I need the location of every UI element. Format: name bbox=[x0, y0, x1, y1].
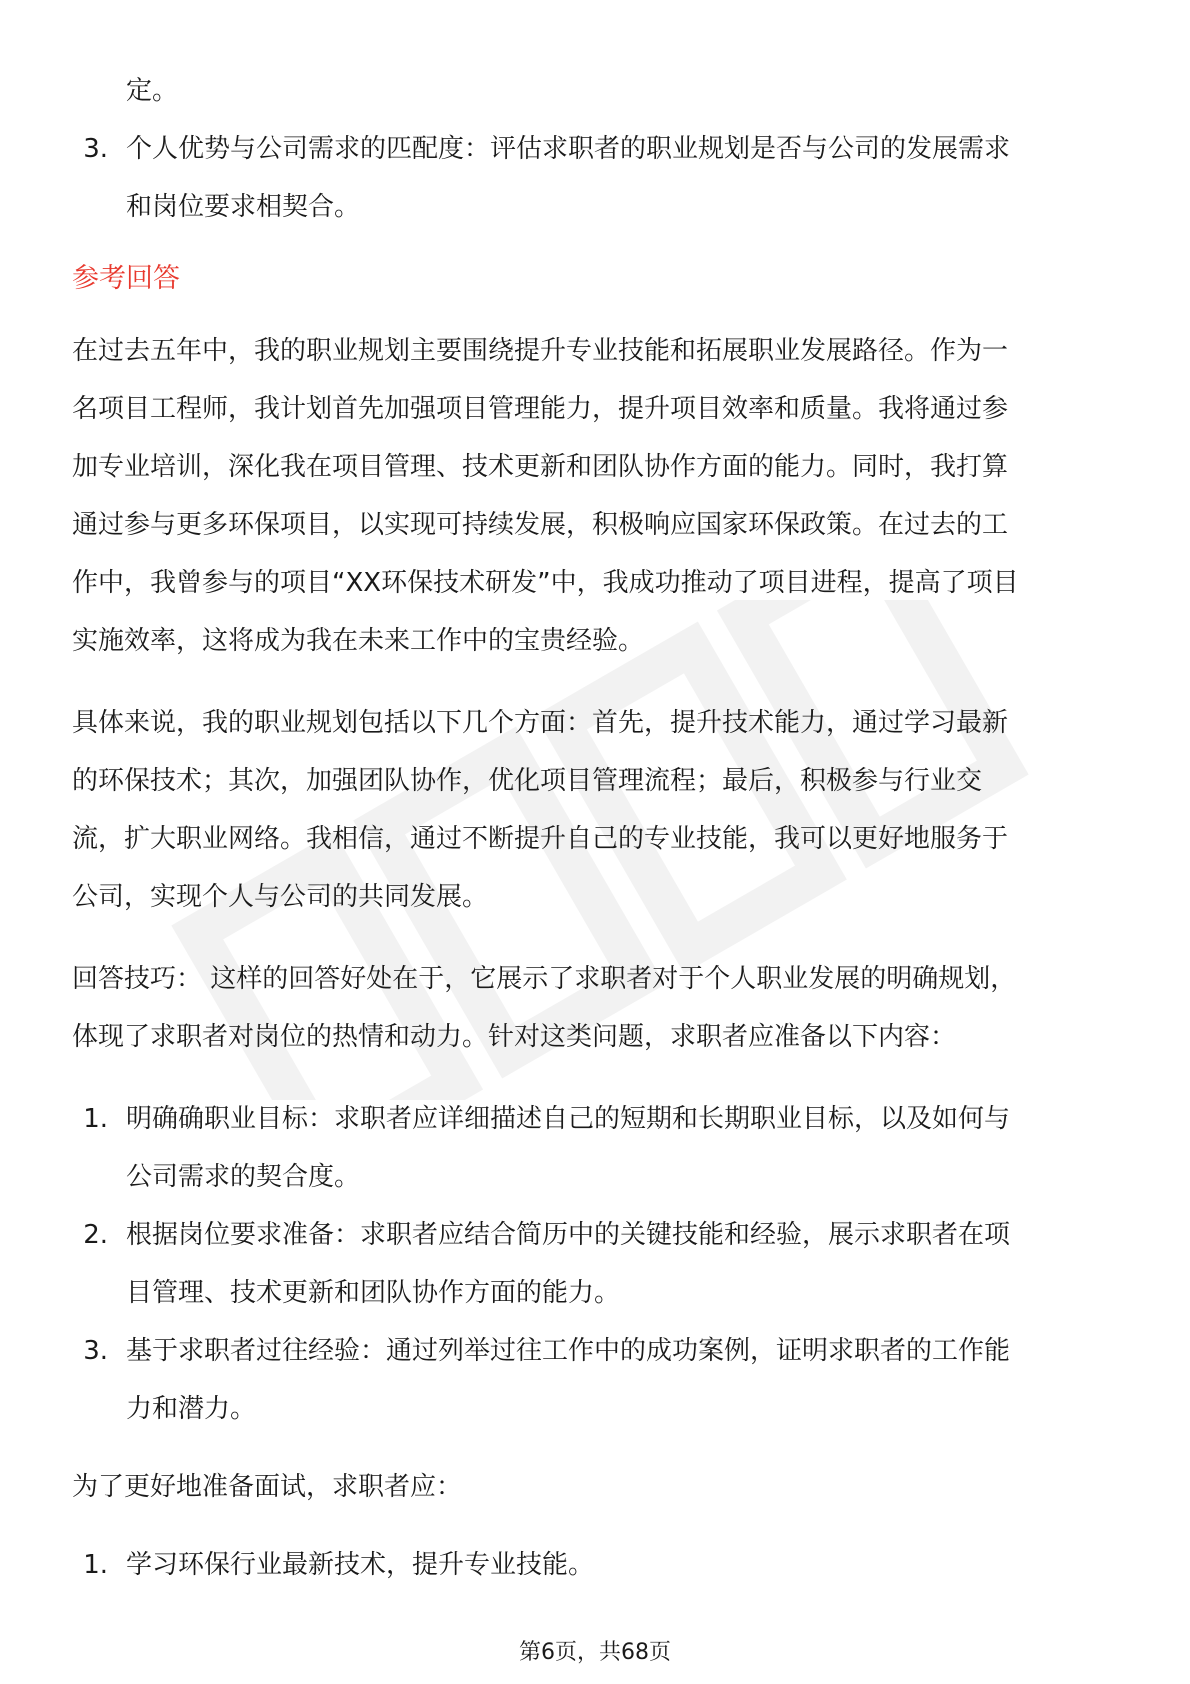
list-item bbox=[72, 1322, 1112, 1380]
list-item-continuation: 定。 bbox=[126, 76, 179, 106]
paragraph-line: 实施效率，这将成为我在未来工作中的宝贵经验。 bbox=[72, 626, 645, 656]
list-number: 3. bbox=[83, 134, 108, 164]
paragraph-line: 在过去五年中，我的职业规划主要围绕提升专业技能和拓展职业发展路径。作为一 bbox=[72, 336, 1009, 366]
list-item-continuation: 公司需求的契合度。 bbox=[126, 1162, 361, 1192]
prep-list bbox=[72, 1536, 1112, 1594]
list-number: 1. bbox=[83, 1550, 108, 1580]
paragraph-line: 体现了求职者对岗位的热情和动力。针对这类问题，求职者应准备以下内容： bbox=[72, 1022, 957, 1052]
list-item bbox=[72, 120, 1112, 178]
paragraph-line: 加专业培训，深化我在项目管理、技术更新和团队协作方面的能力。同时，我打算 bbox=[72, 452, 1009, 482]
list-item-continuation: 和岗位要求相契合。 bbox=[126, 192, 361, 222]
answer-paragraph-1 bbox=[72, 322, 1112, 670]
tips-paragraph bbox=[72, 950, 1112, 1066]
list-text: 基于求职者过往经验：通过列举过往工作中的成功案例，证明求职者的工作能 bbox=[126, 1336, 1011, 1366]
paragraph-line: 流，扩大职业网络。我相信，通过不断提升自己的专业技能，我可以更好地服务于 bbox=[72, 824, 1009, 854]
list-item bbox=[72, 1206, 1112, 1264]
paragraph-line: 回答技巧： 这样的回答好处在于，它展示了求职者对于个人职业发展的明确规划， bbox=[72, 964, 1017, 994]
paragraph-line: 公司，实现个人与公司的共同发展。 bbox=[72, 882, 489, 912]
list-item bbox=[72, 1090, 1112, 1148]
paragraph-line: 的环保技术；其次，加强团队协作，优化项目管理流程；最后，积极参与行业交 bbox=[72, 766, 983, 796]
list-item-continuation: 力和潜力。 bbox=[126, 1394, 257, 1424]
list-text: 学习环保行业最新技术，提升专业技能。 bbox=[126, 1550, 595, 1580]
section-heading: 参考回答 bbox=[72, 263, 180, 294]
list-text: 根据岗位要求准备：求职者应结合简历中的关键技能和经验，展示求职者在项 bbox=[126, 1220, 1011, 1250]
list-text: 明确确职业目标：求职者应详细描述自己的短期和长期职业目标，以及如何与 bbox=[126, 1104, 1011, 1134]
list-item bbox=[72, 1536, 1112, 1594]
answer-paragraph-2 bbox=[72, 694, 1112, 926]
paragraph-line: 通过参与更多环保项目，以实现可持续发展，积极响应国家环保政策。在过去的工 bbox=[72, 510, 1009, 540]
list-item-continuation: 目管理、技术更新和团队协作方面的能力。 bbox=[126, 1278, 621, 1308]
prep-intro: 为了更好地准备面试，求职者应： bbox=[72, 1472, 463, 1502]
paragraph-line: 具体来说，我的职业规划包括以下几个方面：首先，提升技术能力，通过学习最新 bbox=[72, 708, 1009, 738]
page-footer: 第6页，共68页 bbox=[519, 1640, 671, 1665]
list-number: 2. bbox=[83, 1220, 108, 1250]
document-body bbox=[72, 62, 1112, 1594]
tips-list bbox=[72, 1090, 1112, 1438]
paragraph-line: 名项目工程师，我计划首先加强项目管理能力，提升项目效率和质量。我将通过参 bbox=[72, 394, 1009, 424]
list-number: 3. bbox=[83, 1336, 108, 1366]
paragraph-line: 作中，我曾参与的项目“XX环保技术研发”中，我成功推动了项目进程，提高了项目 bbox=[72, 568, 1019, 598]
list-number: 1. bbox=[83, 1104, 108, 1134]
list-text: 个人优势与公司需求的匹配度：评估求职者的职业规划是否与公司的发展需求 bbox=[126, 134, 1011, 164]
